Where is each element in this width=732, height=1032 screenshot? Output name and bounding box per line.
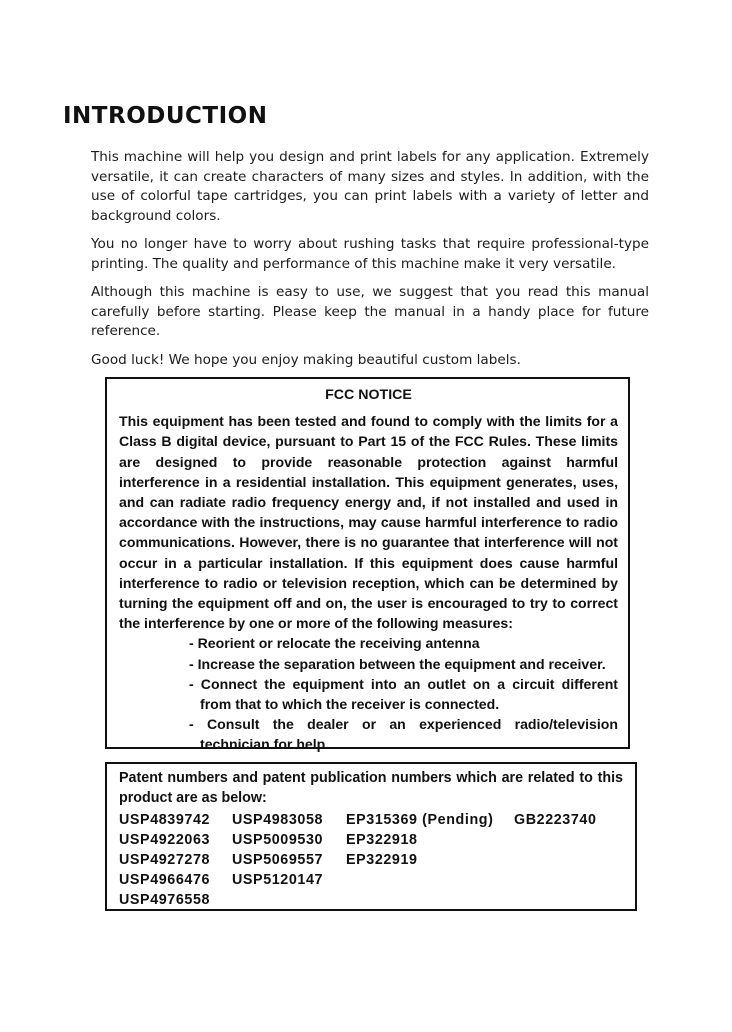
fcc-measure-item: - Increase the separation between the equipment and receiver. bbox=[189, 655, 606, 672]
patent-number: EP322918 bbox=[346, 832, 418, 848]
patent-number bbox=[346, 890, 514, 910]
intro-paragraph: Good luck! We hope you enjoy making beautiful custom labels. bbox=[91, 351, 521, 368]
intro-paragraph: Although this machine is easy to use, we suggest that you read this manual carefully before starting. Please keep the manual in a handy place for future reference. bbox=[91, 284, 649, 339]
fcc-notice-body: This equipment has been tested and found to comply with the limits for a Class B digital device, pursuant to Part 15 of the FCC Rules. These limits are designed to provide reasonable protection against harmful interference in a residential installation. This equipment generates, uses, and can radiate radio frequency energy and, if not installed and used in accordance with the instructions, may cause harmful interference to radio communications. However, there is no guarantee that interference will not occur in a particular installation. If this equipment does cause harmful interference to radio or television reception, which can be determined by turning the equipment off and on, the user is encouraged to try to correct the interference by one or more of the following measures: bbox=[119, 413, 618, 632]
patent-number bbox=[232, 890, 346, 910]
fcc-notice-title: FCC NOTICE bbox=[325, 387, 412, 403]
fcc-measure-item: - Reorient or relocate the receiving antenna bbox=[189, 635, 480, 652]
patent-number bbox=[514, 870, 623, 890]
patent-number: USP4983058 bbox=[232, 812, 324, 828]
intro-paragraph: You no longer have to worry about rushing tasks that require professional-type printing. The quality and performance of this machine make it very versatile. bbox=[91, 236, 649, 272]
patent-number-grid bbox=[119, 810, 623, 910]
page-title: INTRODUCTION bbox=[63, 103, 268, 129]
patent-number: USP5069557 bbox=[232, 852, 324, 868]
patent-number bbox=[514, 890, 623, 910]
patent-number: USP5120147 bbox=[232, 872, 324, 888]
fcc-measure-item: - Consult the dealer or an experienced radio/television technician for help. bbox=[189, 716, 618, 753]
patent-number: USP4839742 bbox=[119, 812, 211, 828]
patent-number: USP4922063 bbox=[119, 832, 211, 848]
fcc-notice-box bbox=[105, 377, 630, 753]
patent-number bbox=[346, 870, 514, 890]
patent-number: EP315369 (Pending) bbox=[346, 812, 494, 828]
intro-paragraph: This machine will help you design and print labels for any application. Extremely versatile, it can create characters of many sizes and styles. In addition, with the use of colorful tape cartridges, you can print labels with a variety of letter and background colors. bbox=[91, 149, 649, 224]
patent-number: USP4927278 bbox=[119, 852, 211, 868]
patent-number bbox=[514, 850, 623, 870]
patent-number: EP322919 bbox=[346, 852, 418, 868]
patent-number: USP4976558 bbox=[119, 892, 211, 908]
intro-section bbox=[91, 148, 649, 379]
patent-box bbox=[105, 762, 637, 911]
fcc-measures-list bbox=[119, 633, 618, 754]
patent-number: USP5009530 bbox=[232, 832, 324, 848]
patent-intro: Patent numbers and patent publication numbers which are related to this product are as below: bbox=[119, 770, 623, 806]
patent-number: GB2223740 bbox=[514, 812, 597, 828]
patent-number bbox=[514, 830, 623, 850]
patent-number: USP4966476 bbox=[119, 872, 211, 888]
fcc-measure-item: - Connect the equipment into an outlet on a circuit different from that to which the receiver is connected. bbox=[189, 675, 618, 713]
